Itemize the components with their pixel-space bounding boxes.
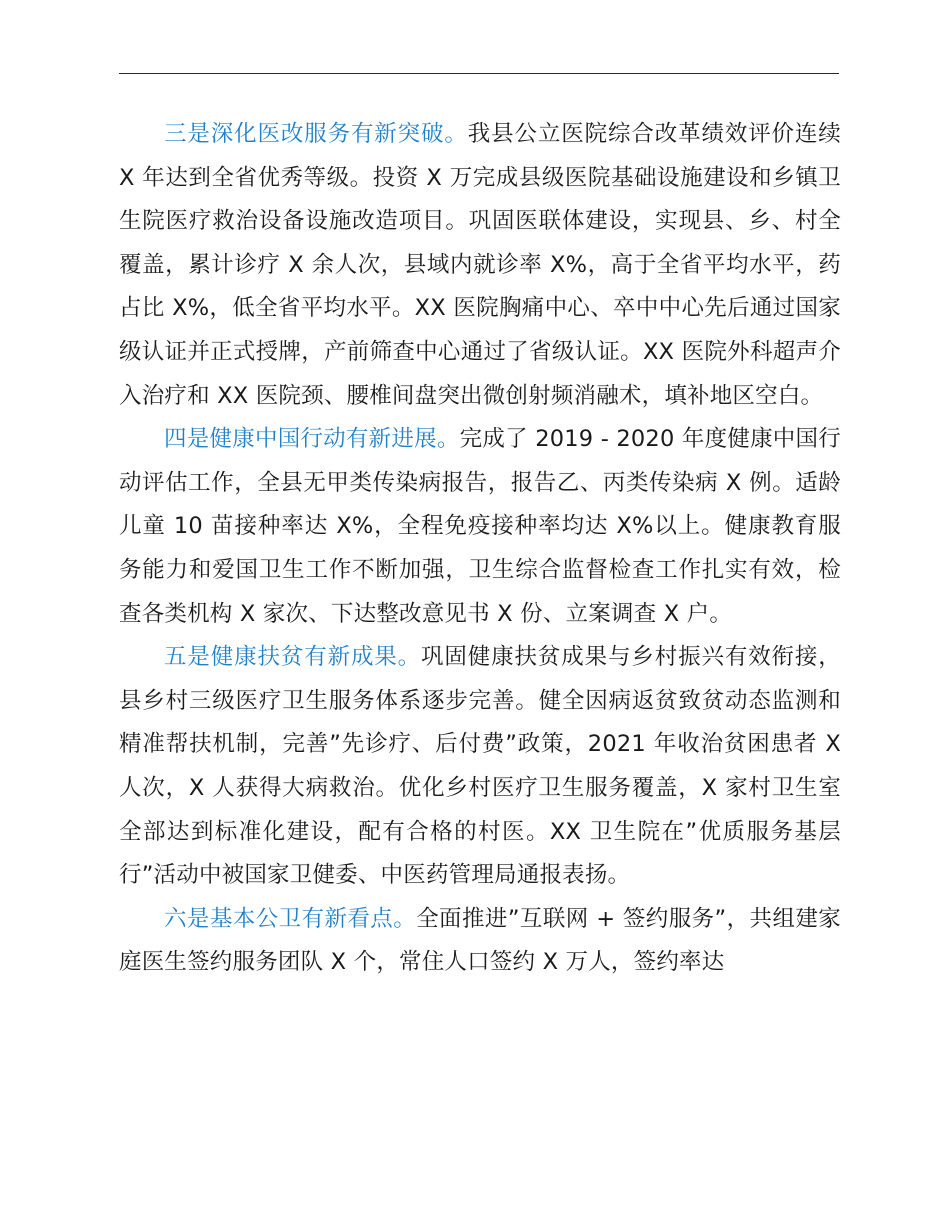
paragraph-poverty-alleviation bbox=[119, 636, 841, 898]
paragraph-medical-reform bbox=[119, 113, 841, 418]
paragraph-heading: 三是深化医改服务有新突破。 bbox=[164, 121, 468, 147]
paragraph-text: 我县公立医院综合改革绩效评价连续 X 年达到全省优秀等级。投资 X 万完成县级医院基础设施建设和乡镇卫生院医疗救治设备设施改造项目。巩固医联体建设，实现县、乡、村全覆盖，累计诊疗 X 余人次，县域内就诊率 X%，高于全省平均水平，药占比 X%，低全省平均水平。XX 医院胸痛中心、卒中中心先后通过国家级认证并正式授牌，产前筛查中心通过了省级认证。XX 医院外科超声介入治疗和 XX 医院颈、腰椎间盘突出微创射频消融术，填补地区空白。 bbox=[119, 121, 841, 409]
header-rule bbox=[119, 73, 839, 74]
paragraph-public-health bbox=[119, 898, 841, 985]
paragraph-text: 完成了 2019 - 2020 年度健康中国行动评估工作，全县无甲类传染病报告，报告乙、丙类传染病 X 例。适龄儿童 10 苗接种率达 X%，全程免疫接种率均达 X%以上。健康教育服务能力和爱国卫生工作不断加强，卫生综合监督检查工作扎实有效，检查各类机构 X 家次、下达整改意见书 X 份、立案调查 X 户。 bbox=[119, 426, 841, 627]
paragraph-heading: 四是健康中国行动有新进展。 bbox=[164, 426, 460, 453]
paragraph-text: 巩固健康扶贫成果与乡村振兴有效衔接，县乡村三级医疗卫生服务体系逐步完善。健全因病返贫致贫动态监测和精准帮扶机制，完善”先诊疗、后付费”政策，2021 年收治贫困患者 X 人次，X 人获得大病救治。优化乡村医疗卫生服务覆盖，X 家村卫生室全部达到标准化建设，配有合格的村医。XX 卫生院在”优质服务基层行”活动中被国家卫健委、中医药管理局通报表扬。 bbox=[119, 644, 841, 889]
paragraph-text: 全面推进”互联网 + 签约服务”，共组建家庭医生签约服务团队 X 个，常住人口签约 X 万人，签约率达 bbox=[119, 905, 842, 976]
document-body bbox=[119, 113, 841, 985]
paragraph-heading: 六是基本公卫有新看点。 bbox=[164, 905, 417, 932]
paragraph-heading: 五是健康扶贫有新成果。 bbox=[164, 644, 422, 671]
paragraph-healthy-china bbox=[119, 418, 841, 636]
